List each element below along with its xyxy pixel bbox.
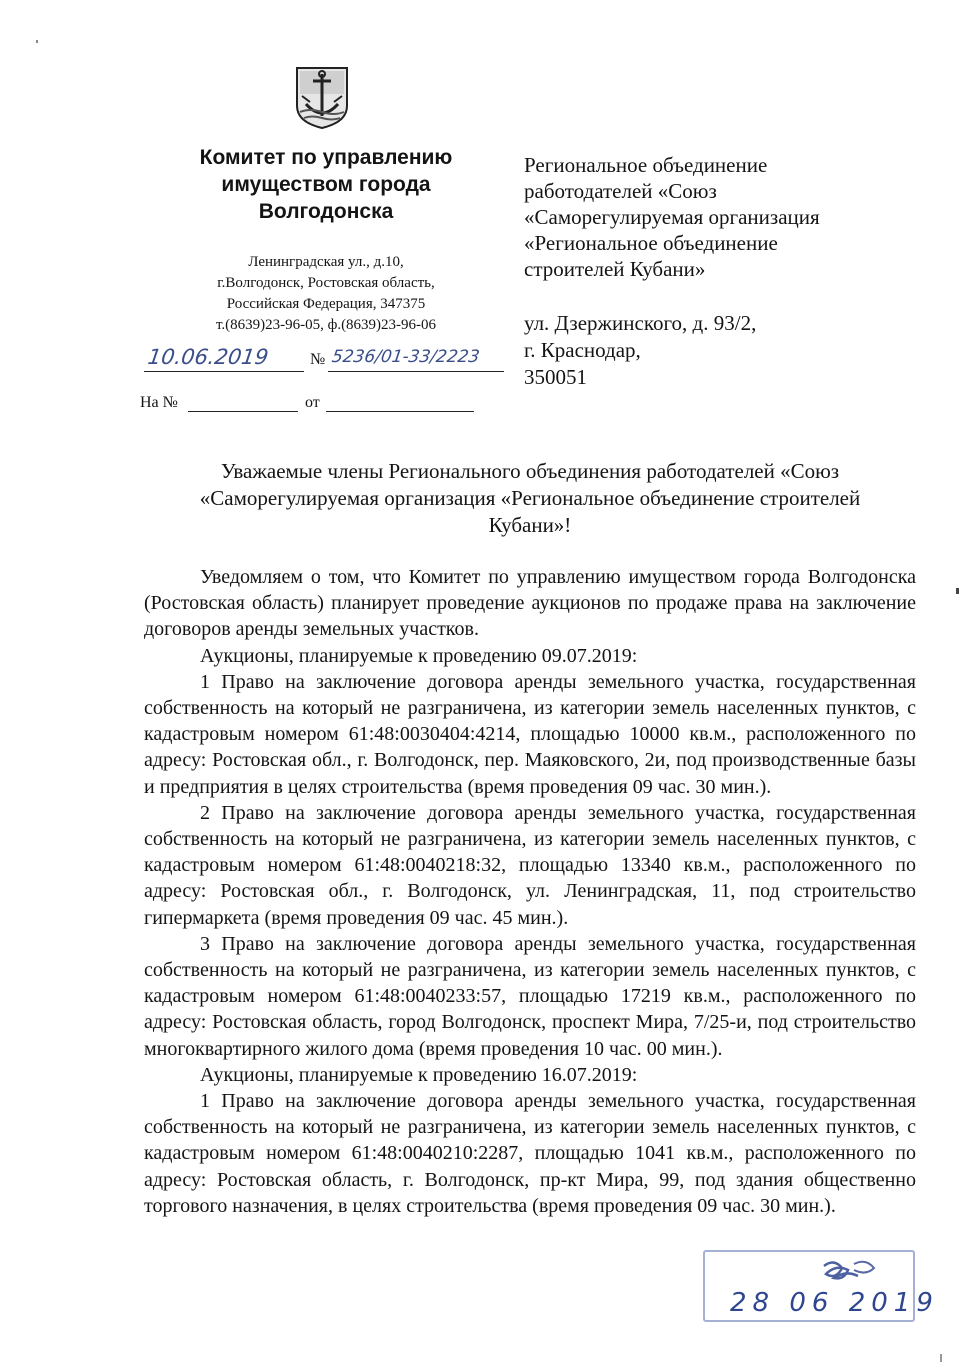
salutation-line: Уважаемые члены Регионального объединения работодателей «Союз [220,459,840,483]
recipient-line: «Саморегулируемая организация [524,205,820,229]
scan-speck [36,40,38,43]
org-name-line: Комитет по управлению [199,146,453,169]
auction-item: 3 Право на заключение договора аренды земельного участка, государственная собственность на который не разграничена, из категории земель населенных пунктов, с кадастровым номером 61:48:0040233:57, площадью 17219 кв.м., расположенного по адресу: Ростовская область, город Волгодонск, проспект Мира, 7/25-и, под строительство многоквартирного жилого дома (время проведения 10 час. 00 мин.). [144,932,916,1060]
address-line: г.Волгодонск, Ростовская область, [217,275,435,291]
auction-item: 1 Право на заключение договора аренды земельного участка, государственная собственность на который не разграничена, из категории земель населенных пунктов, с кадастровым номером 61:48:0030404:4214, площадью 10000 кв.м., расположенного по адресу: Ростовская обл., г. Волгодонск, пер. Маяковского, 2и, под производственные базы и предприятия в целях строительства (время проведения 09 час. 30 мин.). [144,670,916,798]
auction-item: 1 Право на заключение договора аренды земельного участка, государственная собственность на который не разграничена, из категории земель населенных пунктов, с кадастровым номером 61:48:0040210:2287, площадью 1041 кв.м., расположенного по адресу: Ростовская область, г. Волгодонск, пр-кт Мира, 99, под здания общественно торгового назначения, в целях строительства (время проведения 09 час. 30 мин.). [144,1090,916,1217]
scan-speck [956,588,959,594]
recipient-line: работодателей «Союз [524,179,717,203]
ref-number-blank [188,411,298,412]
registration-line [140,343,510,377]
sender-address [160,252,492,336]
auction-group-title: Аукционы, планируемые к проведению 16.07.2019: [200,1063,638,1086]
number-underline [328,371,504,372]
ref-from-label: от [305,394,320,411]
intro-paragraph: Уведомляем о том, что Комитет по управлению имуществом города Волгодонска (Ростовская область) планирует проведение аукционов по продаже права на заключение договоров аренды земельных участков. [144,566,916,641]
recipient-address-line: 350051 [524,365,587,389]
recipient-line: Региональное объединение [524,153,768,177]
ref-date-blank [326,411,474,412]
org-name-line: Волгодонска [258,200,394,223]
address-line: Российская Федерация, 347375 [226,296,426,312]
org-name-line: имуществом города [221,173,431,196]
stamp-date: 28 06 2019 [730,1288,939,1318]
recipient-address-line: г. Краснодар, [524,338,641,362]
recipient-address [524,310,824,391]
recipient-line: строителей Кубани» [524,257,706,281]
date-underline [144,371,304,372]
city-emblem-icon [294,66,350,130]
salutation-line: «Саморегулируемая организация «Региональное объединение строителей [199,486,861,510]
reference-line [140,394,480,418]
ref-number-label: На № [140,394,178,411]
recipient-address-line: ул. Дзержинского, д. 93/2, [524,311,757,335]
recipient-name [524,152,884,282]
recipient-line: «Региональное объединение [524,231,778,255]
address-line: Ленинградская ул., д.10, [248,254,404,270]
auction-group-title: Аукционы, планируемые к проведению 09.07.2019: [200,644,638,667]
salutation [150,458,910,539]
number-label: № [310,351,326,368]
letter-body [144,564,916,1219]
handwritten-reg-number: 5236/01-33/2223 [330,347,481,367]
address-line: т.(8639)23-96-05, ф.(8639)23-96-06 [215,317,437,333]
auction-item: 2 Право на заключение договора аренды земельного участка, государственная собственность на который не разграничена, из категории земель населенных пунктов, с кадастровым номером 61:48:0040218:32, площадью 13340 кв.м., расположенного по адресу: Ростовская обл., г. Волгодонск, ул. Ленинградская, 11, под строительство гипермаркета (время проведения 09 час. 45 мин.). [144,801,916,929]
salutation-line: Кубани»! [488,513,572,537]
scan-speck [940,1354,942,1362]
handwritten-date: 10.06.2019 [146,345,270,369]
sender-org-name [140,144,512,225]
